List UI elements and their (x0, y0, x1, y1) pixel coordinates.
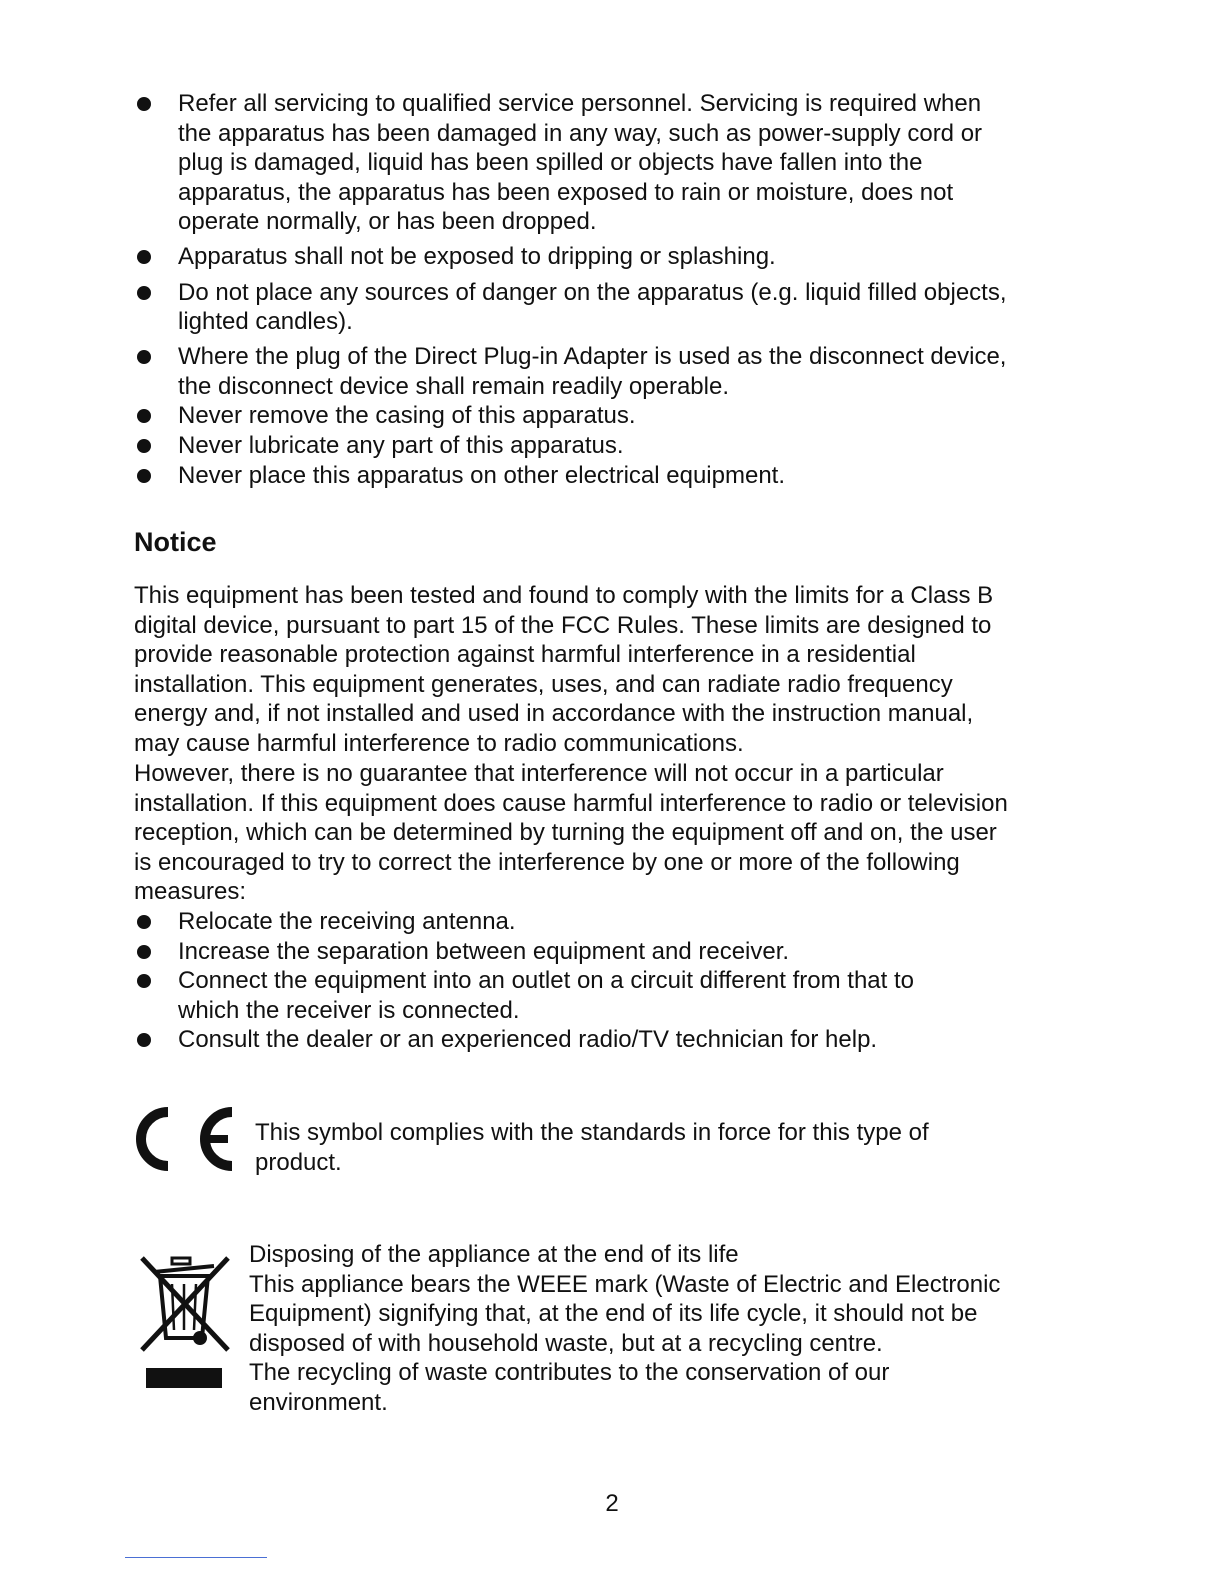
list-item (134, 907, 1094, 937)
bullet-icon (137, 974, 151, 988)
list-item (134, 431, 1094, 461)
bullet-icon (137, 1033, 151, 1047)
ce-description: This symbol complies with the standards in force for this type of product. (255, 1119, 929, 1176)
list-item-text: Relocate the receiving antenna. (178, 908, 516, 935)
bullet-icon (137, 97, 151, 111)
notice-heading: Notice (134, 527, 217, 557)
bullet-icon (137, 350, 151, 364)
interference-measures-list (134, 907, 1094, 1055)
list-item (134, 342, 1094, 401)
safety-instructions-list (134, 89, 1094, 490)
ce-mark-icon (134, 1100, 244, 1175)
list-item (134, 401, 1094, 431)
notice-paragraph-fcc: This equipment has been tested and found to comply with the limits for a Class B digital device, pursuant to part 15 of the FCC Rules. These limits are designed to provide reasonable protection against harmful interference in a residential installation. This equipment generates, uses, and can radiate radio frequency energy and, if not installed and used in accordance with the instruction manual, may cause harmful interference to radio communications. (134, 582, 994, 757)
list-item (134, 461, 1094, 491)
list-item-text: Refer all servicing to qualified service personnel. Servicing is required when the apparatus has been damaged in any way, such as power-supply cord or plug is damaged, liquid has been spilled or objects have fallen into the apparatus, the apparatus has been exposed to rain or moisture, does not operate normally, or has been dropped. (178, 90, 983, 236)
bullet-icon (137, 286, 151, 300)
bullet-icon (137, 439, 151, 453)
list-item (134, 937, 1094, 967)
crossed-out-wheelie-bin-icon (132, 1246, 234, 1396)
list-item-text: Never place this apparatus on other electrical equipment. (178, 461, 786, 489)
footnote-divider (125, 1557, 267, 1558)
list-item (134, 966, 1094, 1025)
list-item-text: Consult the dealer or an experienced radio/TV technician for help. (178, 1026, 878, 1054)
list-item-text: Increase the separation between equipment and receiver. (178, 937, 790, 965)
page-number: 2 (605, 1490, 619, 1517)
list-item (134, 242, 1094, 272)
bullet-icon (137, 945, 151, 959)
list-item-text: Do not place any sources of danger on the apparatus (e.g. liquid filled objects, lighted candles). (178, 278, 1007, 336)
bullet-icon (137, 409, 151, 423)
list-item-text: Apparatus shall not be exposed to dripping or splashing. (178, 243, 776, 271)
list-item (134, 89, 1094, 237)
notice-paragraph-interference: However, there is no guarantee that interference will not occur in a particular installation. If this equipment does cause harmful interference to radio or television reception, which can be determined by turning the equipment off and on, the user is encouraged to try to correct the interference by one or more of the following measures: (134, 760, 1008, 906)
list-item-text: Never lubricate any part of this apparatus. (178, 432, 624, 460)
list-item (134, 278, 1094, 337)
list-item (134, 1025, 1094, 1055)
list-item-text: Never remove the casing of this apparatus. (178, 402, 636, 430)
bullet-icon (137, 250, 151, 264)
bullet-icon (137, 469, 151, 483)
bullet-icon (137, 915, 151, 929)
list-item-text: Where the plug of the Direct Plug-in Adapter is used as the disconnect device, the disconnect device shall remain readily operable. (178, 343, 1007, 400)
weee-description: Disposing of the appliance at the end of its life This appliance bears the WEEE mark (Waste of Electric and Electronic Equipment) signifying that, at the end of its life cycle, it should not be disposed of with household waste, but at a recycling centre. The recycling of waste contributes to the conservation of our environment. (249, 1241, 1001, 1416)
list-item-text: Connect the equipment into an outlet on a circuit different from that to which the receiver is connected. (178, 967, 914, 1024)
